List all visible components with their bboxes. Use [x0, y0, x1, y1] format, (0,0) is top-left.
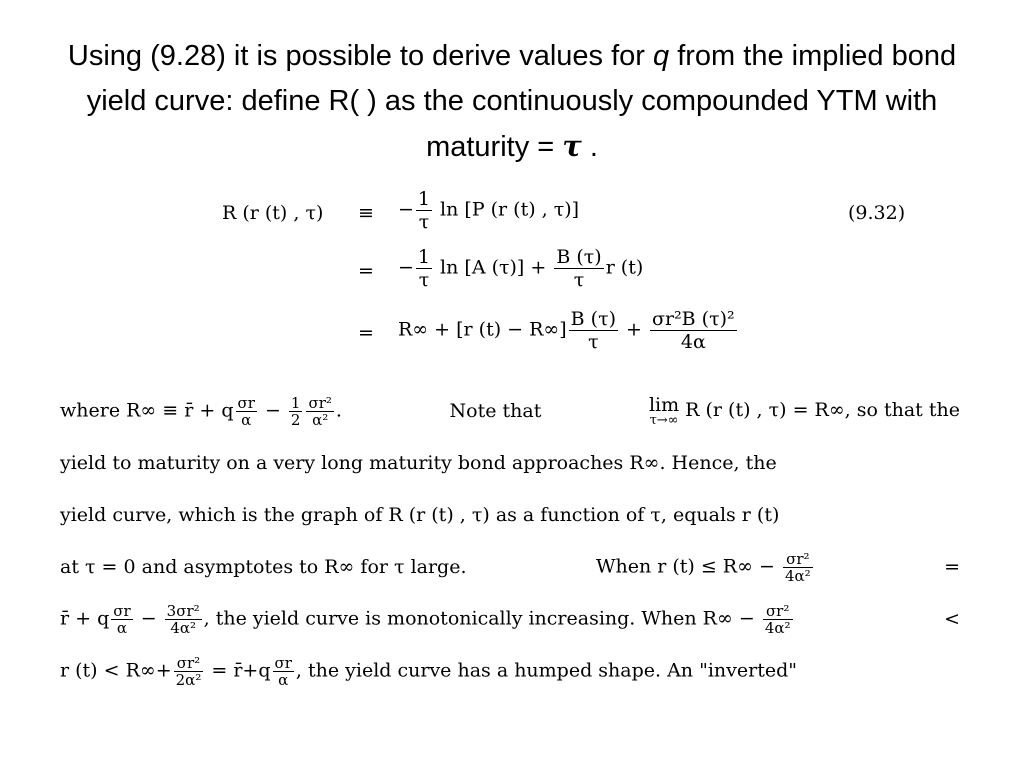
fraction: $\frac{\text{3σr²}}{\text{4α²}}$: [166, 601, 200, 637]
fraction: $\frac{\text{σr²}}{\text{α²}}$: [308, 393, 332, 429]
equation-row-1: [222, 188, 922, 238]
body-paragraph: [60, 385, 960, 697]
fraction: $\frac{1}{\tau}$: [417, 246, 431, 291]
limit-operator: lim τ→∞: [648, 394, 680, 428]
slide-title: [40, 34, 984, 170]
equation-lhs: R (r (t) , τ): [222, 202, 324, 224]
equation-operator: =: [358, 322, 374, 344]
paragraph-line-5: r̄ + q $\frac{\sigma r}{\alpha}$ − $\frac{\text{3σr²}}{\text{4α²}}$ , the yield curve is monotonically increasing. When R∞ − $\frac{\text{σr²}}{\text{4α²}}$ <: [60, 601, 960, 637]
paragraph-line-6: r (t) < R∞+ $\frac{\text{σr²}}{\text{2α²}}$ = r̄+q $\frac{\sigma r}{\alpha}$ , the yield curve has a humped shape. An "inverted": [60, 653, 797, 689]
fraction: $\frac{\text{σr²}}{\text{4α²}}$: [784, 549, 811, 585]
equation-row-3: [222, 308, 922, 364]
paragraph-line-2: yield to maturity on a very long maturity bond approaches R∞. Hence, the: [60, 452, 777, 474]
equation-rhs: R∞ + [r (t) − R∞] $\frac{B (\tau)}{\tau}$ + $\frac{\text{σr²B (τ)²}}{4\alpha}$: [398, 308, 735, 353]
equation-block: [222, 188, 922, 368]
fraction: $\frac{\sigma r}{\alpha}$: [237, 393, 255, 429]
fraction: $\frac{B (\tau)}{\tau}$: [556, 246, 602, 291]
title-q: q: [653, 40, 670, 72]
fraction: $\frac{\sigma r}{\alpha}$: [274, 653, 292, 689]
equation-operator: ≡: [358, 202, 374, 224]
paragraph-line-3: yield curve, which is the graph of R (r (t) , τ) as a function of τ, equals r (t): [60, 504, 780, 526]
fraction: $\frac{\text{σr²}}{\text{4α²}}$: [764, 601, 791, 637]
equation-rhs: − $\frac{1}{\tau}$ ln [P (r (t) , τ)]: [398, 188, 580, 233]
fraction: $\frac{\text{σr²B (τ)²}}{4\alpha}$: [652, 308, 735, 353]
title-tau-symbol: τ: [562, 129, 582, 163]
fraction: $\frac{1}{\tau}$: [417, 188, 431, 233]
paragraph-line-4: at τ = 0 and asymptotes to R∞ for τ large. When r (t) ≤ R∞ − $\frac{\text{σr²}}{\text{4α²}}$ =: [60, 549, 960, 585]
fraction: $\frac{\text{σr²}}{\text{2α²}}$: [175, 653, 202, 689]
equation-operator: =: [358, 260, 374, 282]
equation-row-2: [222, 246, 922, 296]
fraction: $\frac{1}{2}$: [290, 393, 301, 429]
equation-rhs: − $\frac{1}{\tau}$ ln [A (τ)] + $\frac{B (\tau)}{\tau}$ r (t): [398, 246, 644, 291]
title-text-1: Using (9.28) it is possible to derive values for: [67, 40, 654, 72]
title-end: .: [581, 131, 598, 163]
fraction: $\frac{B (\tau)}{\tau}$: [570, 308, 617, 353]
fraction: $\frac{\sigma r}{\alpha}$: [113, 601, 131, 637]
title-text-2: from the implied bond yield curve: define R( ) as the continuously compounded YTM with maturity =: [86, 40, 957, 163]
paragraph-line-1: where R∞ ≡ r̄ + q $\frac{\sigma r}{\alpha}$ − $\frac{1}{2}$ $\frac{\text{σr²}}{\text{α²}}$ . Note that lim τ→∞ R (r (t) , τ) = R∞, so that the: [60, 393, 960, 429]
equation-number: (9.32): [848, 202, 906, 224]
